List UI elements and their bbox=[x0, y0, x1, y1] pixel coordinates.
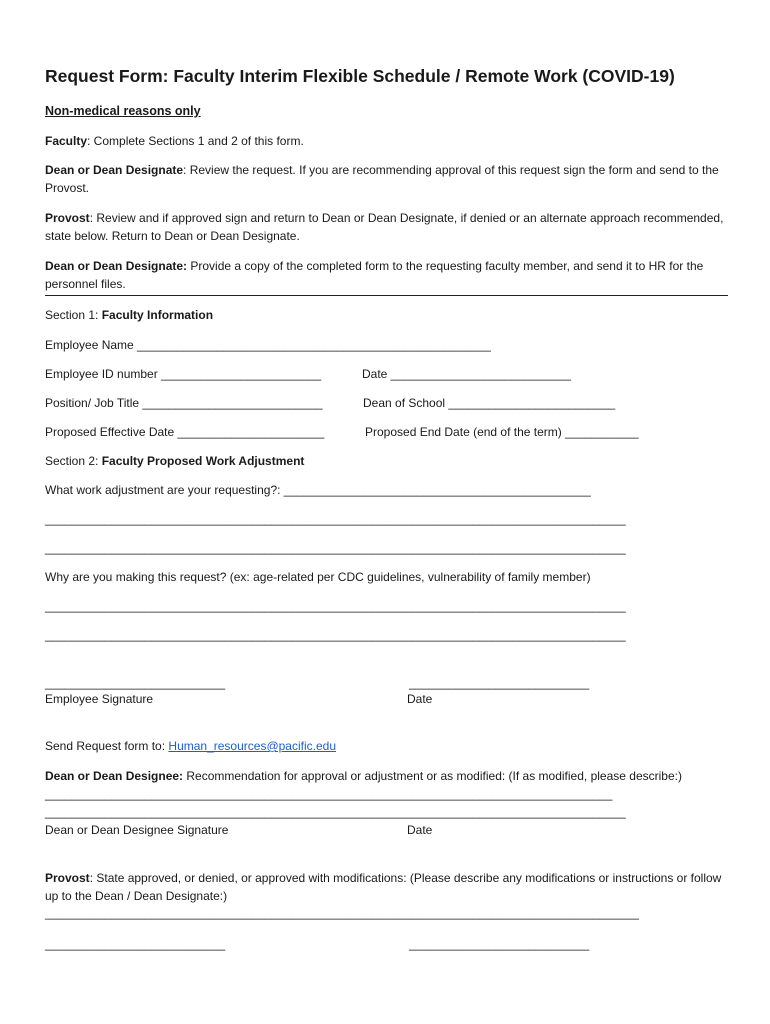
section1-heading bbox=[45, 308, 213, 322]
section1-title: Faculty Information bbox=[101, 308, 214, 322]
section2-heading bbox=[45, 454, 304, 468]
employee-signature-line[interactable]: ___________________________ bbox=[45, 676, 226, 690]
dean-designee-label: Dean or Dean Designee: bbox=[45, 769, 184, 783]
send-request-line bbox=[45, 739, 336, 753]
dean-final-instruction bbox=[45, 257, 731, 293]
proposed-effective-date-field[interactable]: Proposed Effective Date ______________________ bbox=[45, 425, 325, 439]
dean-of-school-field[interactable]: Dean of School _________________________ bbox=[363, 396, 616, 410]
provost-line[interactable]: _________________________________________________________________________________________ bbox=[45, 906, 639, 920]
provost-signature-line[interactable]: ___________________________ bbox=[45, 937, 226, 951]
section2-prefix: Section 2: bbox=[45, 454, 102, 468]
form-page bbox=[45, 0, 735, 1024]
proposed-end-date-field[interactable]: Proposed End Date (end of the term) ___________ bbox=[365, 425, 639, 439]
hr-email-link[interactable]: Human_resources@pacific.edu bbox=[168, 739, 337, 753]
reason-line-2[interactable]: _______________________________________________________________________________________ bbox=[45, 628, 626, 642]
dean-label: Dean or Dean Designate bbox=[45, 163, 184, 177]
form-title: Request Form: Faculty Interim Flexible Schedule / Remote Work (COVID-19) bbox=[45, 66, 675, 86]
dean-designee-line[interactable]: _______________________________________________________________________________________ bbox=[45, 805, 626, 819]
dean-designee-text: Recommendation for approval or adjustment or as modified: (If as modified, please describe:) _____________________________________________________________________________________ bbox=[45, 769, 682, 801]
work-adjustment-line-1[interactable]: _______________________________________________________________________________________ bbox=[45, 512, 626, 526]
dean-instruction bbox=[45, 161, 731, 197]
dean-designee-date-label: Date bbox=[407, 823, 433, 837]
dean-designee-signature-label: Dean or Dean Designee Signature bbox=[45, 823, 229, 837]
provost-decision-text: : State approved, or denied, or approved with modifications: (Please describe any modifications or instructions or follow up to the Dean / Dean Designate:) bbox=[45, 871, 722, 903]
employee-id-field[interactable]: Employee ID number ________________________ bbox=[45, 367, 322, 381]
section2-title: Faculty Proposed Work Adjustment bbox=[101, 454, 305, 468]
dean-designee-recommendation[interactable] bbox=[45, 767, 695, 803]
send-request-text: Send Request form to: bbox=[45, 739, 169, 753]
provost-date-line[interactable]: ___________________________ bbox=[409, 937, 590, 951]
provost-decision bbox=[45, 869, 731, 905]
dean-text: : Review the request. If you are recommending approval of this request sign the form and send to the Provost. bbox=[45, 163, 719, 195]
employee-date-line[interactable]: ___________________________ bbox=[409, 676, 590, 690]
work-adjustment-line-2[interactable]: _______________________________________________________________________________________ bbox=[45, 541, 626, 555]
faculty-text: : Complete Sections 1 and 2 of this form. bbox=[87, 134, 304, 148]
reason-line-1[interactable]: _______________________________________________________________________________________ bbox=[45, 599, 626, 613]
employee-name-field[interactable]: Employee Name _____________________________________________________ bbox=[45, 338, 491, 352]
employee-signature-label: Employee Signature bbox=[45, 692, 154, 706]
employee-date-label: Date bbox=[407, 692, 433, 706]
reason-question: Why are you making this request? (ex: age-related per CDC guidelines, vulnerability of family member) bbox=[45, 570, 591, 584]
position-field[interactable]: Position/ Job Title ___________________________ bbox=[45, 396, 323, 410]
work-adjustment-field[interactable]: What work adjustment are your requesting?: ______________________________________________ bbox=[45, 483, 591, 497]
provost-decision-label: Provost bbox=[45, 871, 90, 885]
section1-prefix: Section 1: bbox=[45, 308, 102, 322]
date-field[interactable]: Date ___________________________ bbox=[362, 367, 571, 381]
divider bbox=[45, 295, 728, 296]
faculty-label: Faculty bbox=[45, 134, 88, 148]
dean2-text: Provide a copy of the completed form to the requesting faculty member, and send it to HR for the personnel files. bbox=[45, 259, 704, 291]
faculty-instruction bbox=[45, 132, 731, 150]
dean2-label: Dean or Dean Designate: bbox=[45, 259, 188, 273]
provost-instruction bbox=[45, 209, 731, 245]
provost-label: Provost bbox=[45, 211, 90, 225]
form-subtitle: Non-medical reasons only bbox=[45, 104, 201, 118]
provost-text: : Review and if approved sign and return to Dean or Dean Designate, if denied or an alternate approach recommended, state below. Return to Dean or Dean Designate. bbox=[45, 211, 724, 243]
